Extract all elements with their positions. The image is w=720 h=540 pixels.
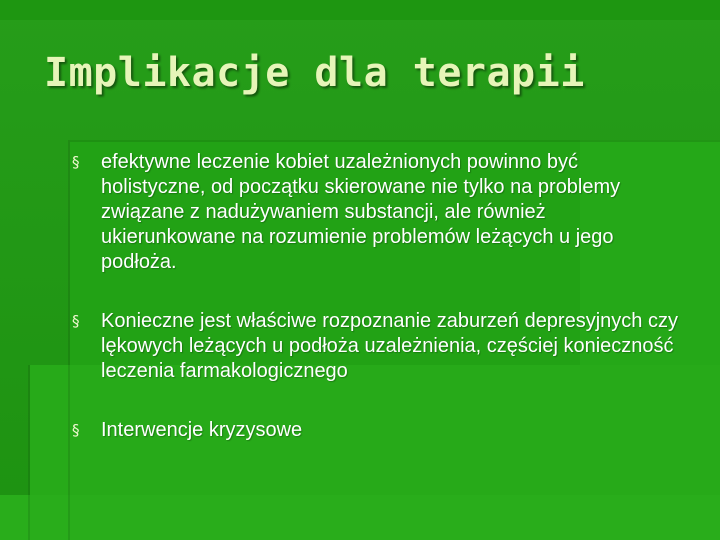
bullet-item: [72, 150, 682, 275]
bullet-list: [72, 150, 682, 443]
bullet-item: [72, 309, 682, 384]
bullet-text: Konieczne jest właściwe rozpoznanie zaburzeń depresyjnych czy lękowych leżących u podłoża uzależnienia, częściej konieczność leczenia farmakologicznego: [101, 310, 678, 382]
bullet-marker-icon: §: [72, 312, 80, 330]
tile-edge: [28, 365, 30, 540]
bullet-text: Interwencje kryzysowe: [101, 419, 303, 441]
bullet-marker-icon: §: [72, 421, 80, 439]
bullet-item: [72, 418, 682, 443]
tile-edge: [70, 140, 720, 142]
background-tile: [0, 0, 720, 20]
bullet-text: efektywne leczenie kobiet uzależnionych powinno być holistyczne, od początku skierowane nie tylko na problemy związane z nadużywaniem substancji, ale również ukierunkowane na rozumienie problemów leżących u jego podłoża.: [101, 151, 621, 273]
background-tile: [0, 495, 720, 540]
bullet-marker-icon: §: [72, 153, 80, 171]
tile-edge: [68, 140, 70, 540]
slide-title: Implikacje dla terapii: [44, 50, 585, 96]
